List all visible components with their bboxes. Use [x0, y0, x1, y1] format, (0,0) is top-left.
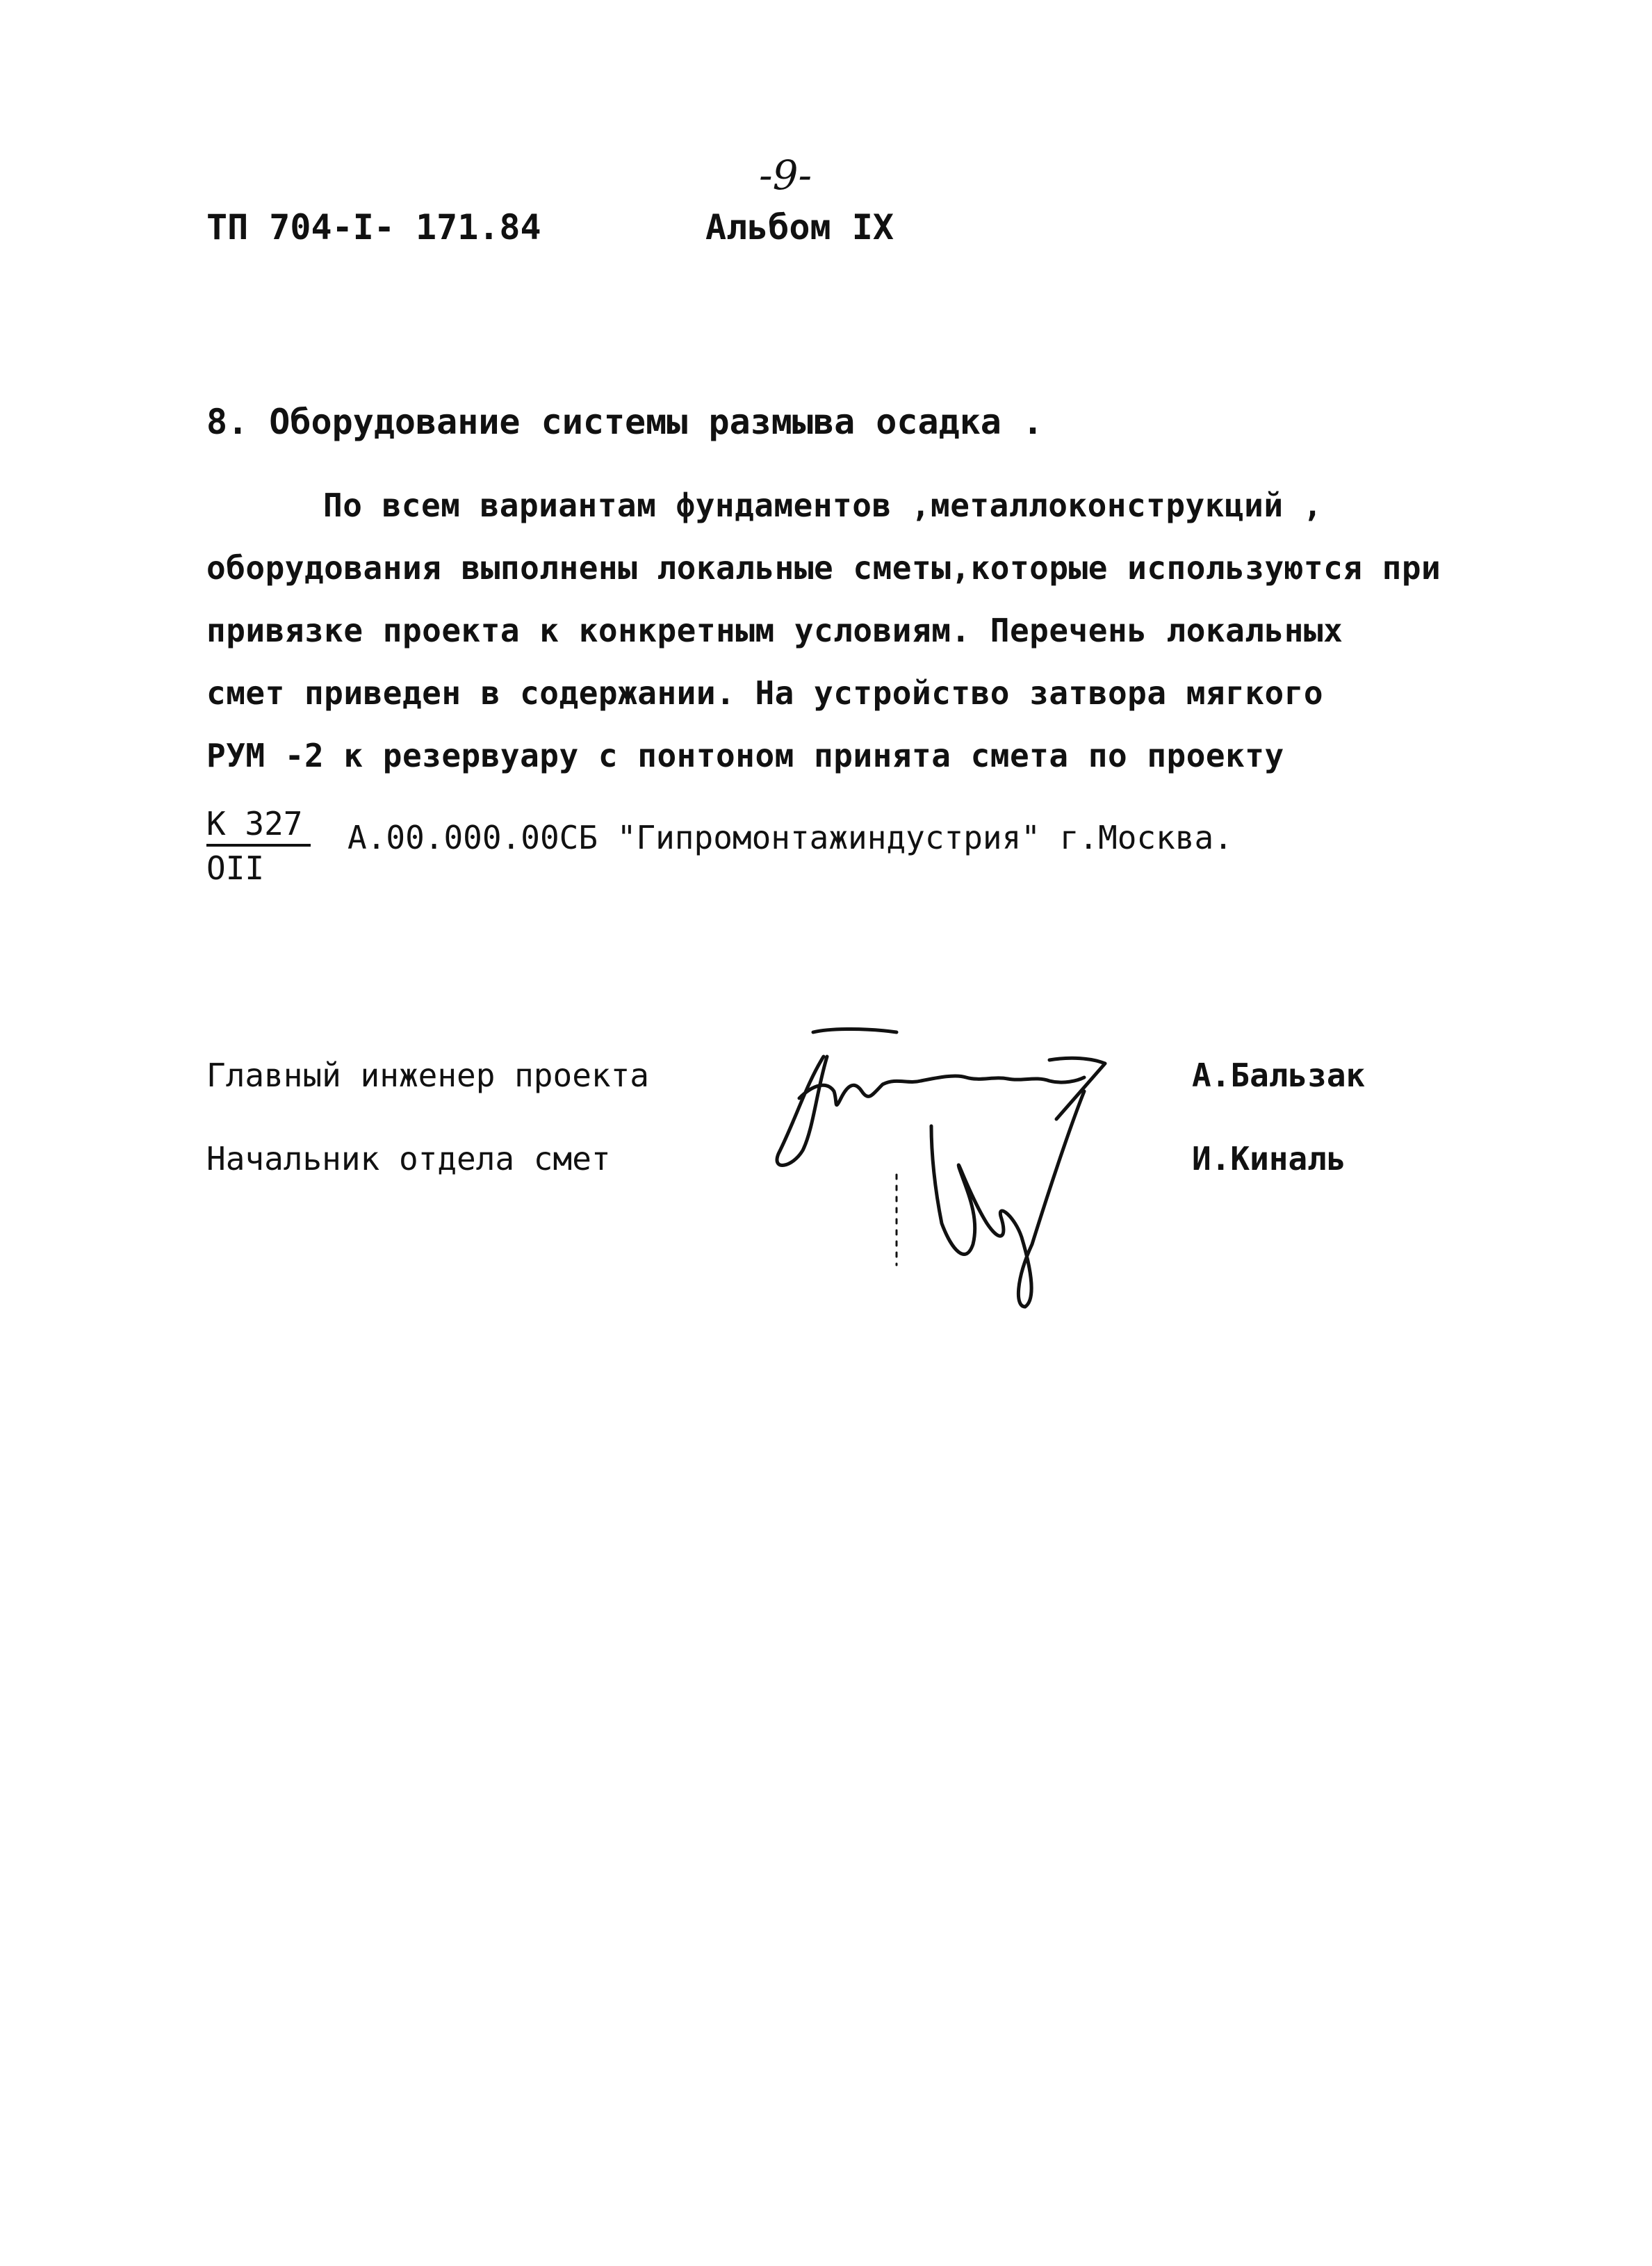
section-title: 8. Оборудование системы размыва осадка . [206, 402, 1044, 442]
signature-role-estimates-head: Начальник отдела смет [206, 1140, 611, 1177]
signature-stroke-lower [931, 1091, 1084, 1307]
signature-name-estimates-head: И.Киналь [1192, 1140, 1346, 1177]
paragraph-line: смет приведен в содержании. На устройство затвора мягкого [206, 674, 1324, 712]
paragraph-line: РУМ -2 к резервуару с понтоном принята смета по проекту [206, 737, 1284, 774]
handwritten-signatures [758, 1015, 1147, 1335]
paragraph-line: привязке проекта к конкретным условиям. Перечень локальных [206, 612, 1343, 649]
paragraph-line: По всем вариантам фундаментов ,металлоконструкций , [323, 487, 1323, 524]
project-reference-fraction [206, 805, 318, 887]
reference-numerator: К 327 [206, 805, 311, 847]
signature-stroke-upper [777, 1029, 1105, 1165]
album-label: Альбом IX [705, 207, 894, 247]
paragraph-line: оборудования выполнены локальные сметы,которые используются при [206, 549, 1441, 587]
document-code: ТП 704-I- 171.84 [206, 207, 541, 247]
project-reference-text: А.00.000.00СБ "Гипромонтажиндустрия" г.Москва. [347, 819, 1233, 856]
reference-denominator: OII [206, 849, 265, 887]
signature-name-chief-engineer: А.Бальзак [1192, 1057, 1366, 1094]
page-number: -9- [759, 152, 812, 199]
signature-role-chief-engineer: Главный инженер проекта [206, 1057, 649, 1094]
